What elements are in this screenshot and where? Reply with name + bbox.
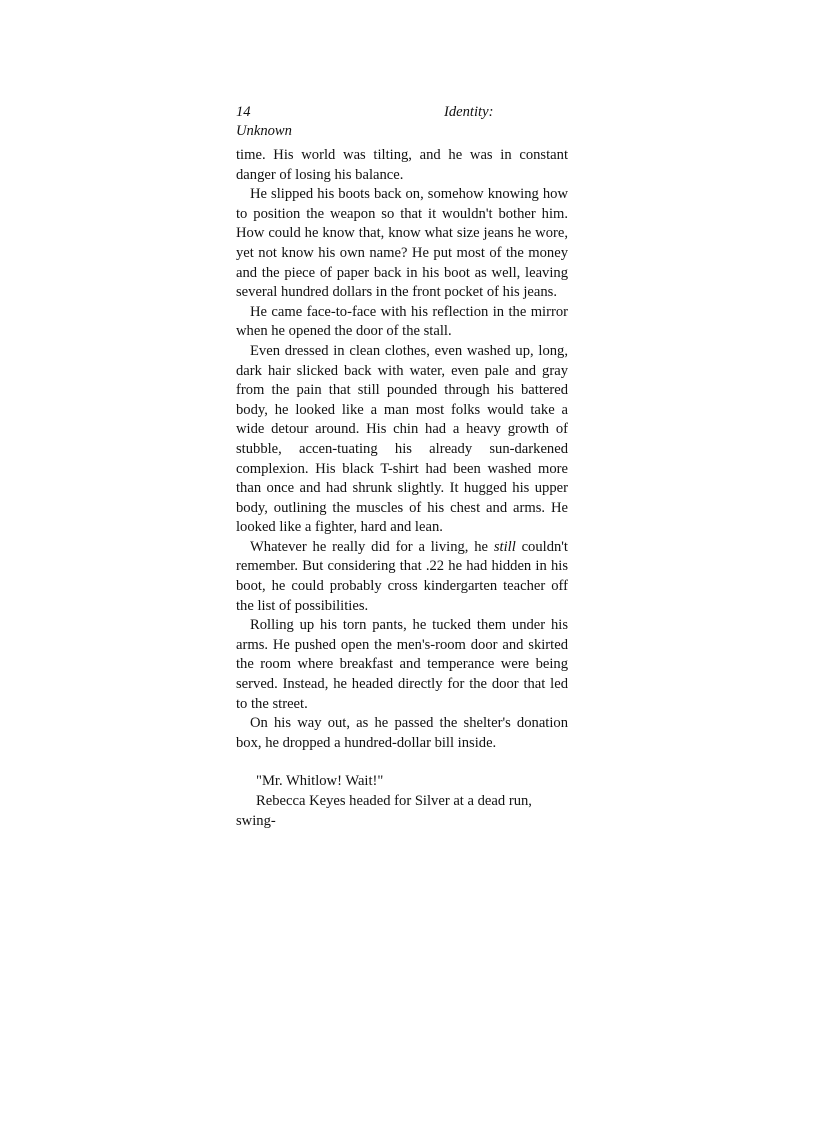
paragraph-5-text-b: couldn't remember. But considering that .22 he had hidden in his boot, he could probably cross kindergarten teacher off the list of possibilities. [236, 538, 568, 614]
paragraph-1: time. His world was tilting, and he was in constant danger of losing his balance. [236, 147, 568, 183]
scene-break [236, 753, 568, 772]
paragraph-4: Even dressed in clean clothes, even washed up, long, dark hair slicked back with water, even pale and gray from the pain that still pounded through his battered body, he looked like a man most folks would take a wide detour around. His chin had a heavy growth of stubble, accen-tuating his already sun-darkened complexion. His black T-shirt had been washed more than once and had shrunk slightly. It hugged his upper body, outlining the muscles of his chest and arms. He looked like a fighter, hard and lean. [236, 342, 568, 536]
paragraph-5 [236, 538, 568, 616]
body-text [236, 146, 568, 831]
running-head [236, 100, 568, 140]
running-title-line2: Unknown [236, 123, 292, 139]
book-page [236, 100, 568, 831]
paragraph-5-text-a: Whatever he really did for a living, he [250, 538, 494, 555]
paragraph-9: Rebecca Keyes headed for Silver at a dead run, swing- [236, 793, 532, 829]
running-title-line1: Identity: [444, 104, 494, 120]
paragraph-6: Rolling up his torn pants, he tucked them under his arms. He pushed open the men's-room door and skirted the room where breakfast and temperance were being served. Instead, he headed directly for the door that led to the street. [236, 617, 568, 712]
page-number: 14 [236, 104, 251, 120]
paragraph-3: He came face-to-face with his reflection in the mirror when he opened the door of the stall. [236, 303, 568, 340]
paragraph-8: "Mr. Whitlow! Wait!" [256, 773, 384, 790]
paragraph-2: He slipped his boots back on, somehow knowing how to position the weapon so that it wouldn't bother him. How could he know that, know what size jeans he wore, yet not know his own name? He put most of the money and the piece of paper back in his boot as well, leaving several hundred dollars in the front pocket of his jeans. [236, 186, 568, 301]
paragraph-7: On his way out, as he passed the shelter's donation box, he dropped a hundred-dollar bill inside. [236, 715, 568, 751]
paragraph-5-emphasis: still [493, 538, 516, 555]
